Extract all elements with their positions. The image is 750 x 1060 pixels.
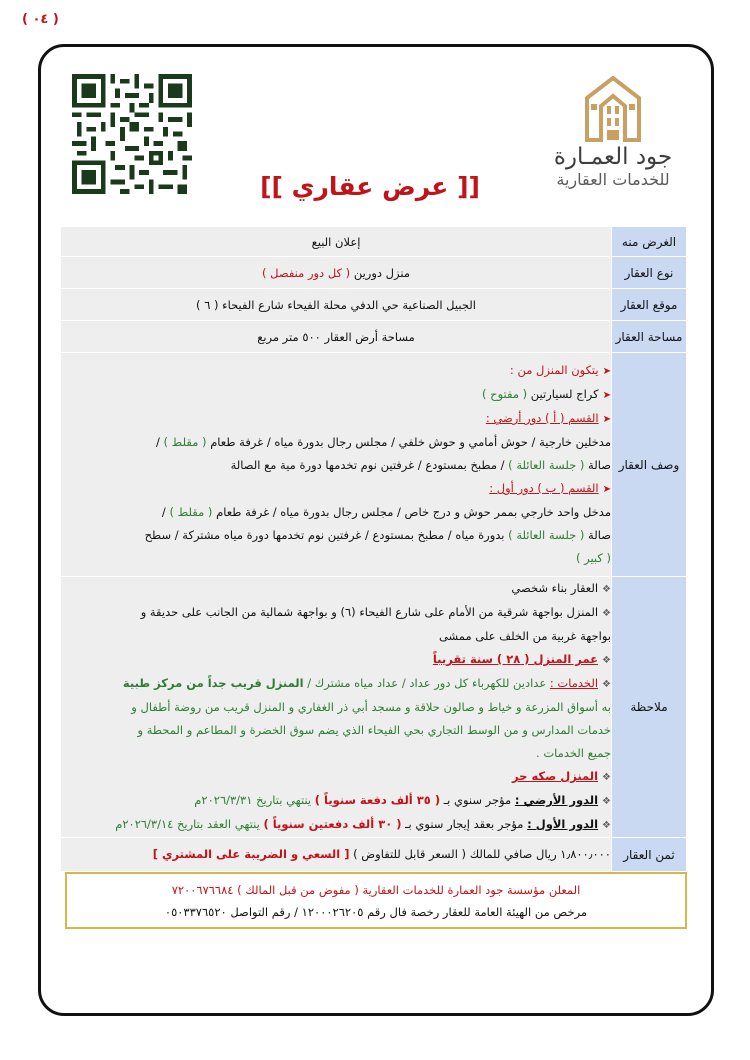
label-location: موقع العقار	[612, 289, 687, 321]
row-type	[61, 257, 687, 289]
type-extra: ( كل دور منفصل )	[262, 265, 351, 280]
note-services-label: الخدمات :	[549, 676, 599, 690]
desc-a-l1-note: ( مقلط )	[163, 435, 207, 449]
price-extra: [ السعي و الضريبة على المشتري ]	[152, 847, 350, 861]
type-main: منزل دورين	[353, 265, 410, 280]
price-negotiable: ( السعر قابل للتفاوض )	[353, 847, 467, 861]
desc-b-l2-rest: بدورة مياه / مطبخ بمستودع / غرفتين نوم تخدمها دورة مياه مشتركة / سطح	[144, 528, 505, 542]
label-area: مساحة العقار	[612, 321, 687, 353]
note-age	[61, 648, 611, 672]
desc-a-l1-text: مدخلين خارجية / حوش أمامي و حوش خلفي / مجلس رجال بدورة مياه / غرفة طعام	[210, 435, 611, 449]
desc-b-l1-text: مدخل واحد خارجي بممر حوش و درج خاص / مجلس رجال بدورة مياه / غرفة طعام	[216, 505, 611, 519]
note-ground-floor	[61, 789, 611, 813]
desc-a-l2-note: ( جلسة العائلة )	[508, 458, 585, 472]
desc-a-l2-rest: / مطبخ بمستودع / غرفتين نوم تخدمها دورة مية مع الصالة	[230, 458, 505, 472]
desc-garage-note: ( مفتوح )	[482, 387, 528, 401]
row-description	[61, 353, 687, 577]
property-table	[60, 226, 687, 872]
desc-a-l2-text: صالة	[588, 458, 611, 472]
diamond-bullet-icon: ❖	[602, 655, 611, 666]
diamond-bullet-icon: ❖	[602, 679, 611, 690]
advertiser-box	[65, 872, 687, 929]
note-ground-p3: ينتهي بتاريخ ٢٠٢٦/٣/٣١م	[194, 793, 312, 807]
logo-name: جود العمـارة	[553, 144, 673, 170]
label-price: ثمن العقار	[612, 838, 687, 872]
desc-section-b-line1: مدخل واحد خارجي بممر حوش و درج خاص / مجلس رجال بدورة مياه / غرفة طعام ( مقلط ) /	[161, 505, 611, 519]
desc-section-a-line1: مدخلين خارجية / حوش أمامي و حوش خلفي / مجلس رجال بدورة مياه / غرفة طعام ( مقلط ) /	[156, 435, 611, 449]
note-facades-line2: بواجهة غربية من الخلف على ممشى	[438, 629, 611, 643]
label-notes: ملاحظة	[612, 577, 687, 838]
desc-section-b-title: القسم ( ب ) دور أول :	[489, 481, 599, 495]
advertiser-line2: مرخص من الهيئة العامة للعقار رخصة فال رقم ١٢٠٠٠٢٦٢٠٥ / رقم التواصل ٠٥٠٣٣٧٦٥٢٠	[164, 905, 588, 919]
note-first-p3: ينتهي العقد بتاريخ ٢٠٢٦/٣/١٤م	[115, 817, 260, 831]
note-ground-label: الدور الأرضي :	[514, 793, 599, 807]
value-price	[61, 838, 612, 872]
diamond-bullet-icon: ❖	[602, 608, 611, 619]
note-services-p2: المنزل قريب جداً من مركز طبية	[122, 676, 304, 690]
value-description	[61, 353, 612, 577]
diamond-bullet-icon: ❖	[602, 772, 611, 783]
label-purpose: الغرض منه	[612, 227, 687, 257]
note-facades-line1	[61, 601, 611, 625]
note-deed	[61, 765, 611, 789]
label-description: وصف العقار	[612, 353, 687, 577]
desc-section-b-line2	[61, 524, 611, 547]
desc-garage: كراج لسيارتين	[530, 387, 599, 401]
note-services-line1	[61, 672, 611, 696]
desc-section-a-title: القسم ( أ ) دور أرضي :	[485, 411, 599, 425]
desc-b-l2-note: ( جلسة العائلة )	[508, 528, 585, 542]
arrow-bullet-icon: ➤	[602, 390, 611, 401]
row-notes	[61, 577, 687, 838]
desc-section-a-title-line	[61, 407, 611, 431]
note-facades-text1: المنزل بواجهة شرقية من الأمام على شارع الفيحاء (٦) و بواجهة شمالية من الجانب على حديقة و	[140, 605, 599, 619]
row-area	[61, 321, 687, 353]
logo-subtitle: للخدمات العقارية	[556, 170, 670, 189]
desc-b-l2-text: صالة	[588, 528, 611, 542]
desc-section-a-line2	[61, 454, 611, 477]
row-price	[61, 838, 687, 872]
arrow-bullet-icon: ➤	[602, 366, 611, 377]
page-number: ( ٠٤ )	[22, 12, 59, 27]
desc-garage-line	[61, 383, 611, 407]
note-services-line3: خدمات المدارس و من الوسط التجاري بحي الفيحاء الذي يضم سوق الخضرة و المطاعم و المحطة و	[137, 723, 611, 737]
row-purpose	[61, 227, 687, 257]
arrow-bullet-icon: ➤	[602, 484, 611, 495]
note-ground-p2: ( ٣٥ ألف دفعة سنوياً )	[314, 793, 441, 807]
label-type: نوع العقار	[612, 257, 687, 289]
arrow-bullet-icon: ➤	[602, 414, 611, 425]
note-personal-build	[61, 577, 611, 601]
value-area: مساحة أرض العقار ٥٠٠ متر مربع	[61, 321, 612, 353]
desc-section-b-title-line	[61, 477, 611, 501]
diamond-bullet-icon: ❖	[602, 820, 611, 831]
value-location: الجبيل الصناعية حي الدفي محلة الفيحاء شارع الفيحاء ( ٦ )	[61, 289, 612, 321]
desc-b-l1-note: ( مقلط )	[169, 505, 213, 519]
value-type	[61, 257, 612, 289]
advertiser-line1: المعلن مؤسسة جود العمارة للخدمات العقارية ( مفوض من قبل المالك ) ٧٢٠٠٦٧٦٦٨٤	[171, 883, 581, 897]
desc-intro-line	[61, 359, 611, 383]
page-title: [[ عرض عقاري ]]	[260, 172, 480, 201]
diamond-bullet-icon: ❖	[602, 584, 611, 595]
diamond-bullet-icon: ❖	[602, 796, 611, 807]
note-deed-text: المنزل صكه حر	[512, 769, 599, 783]
note-services-line4: جميع الخدمات .	[536, 746, 611, 760]
note-first-floor	[61, 813, 611, 837]
note-first-label: الدور الأول :	[527, 817, 599, 831]
row-location	[61, 289, 687, 321]
note-services-line2: به أسواق المزرعة و خياط و صالون حلاقة و مسجد أبي ذر الغفاري و المنزل قريب من روضة أطفال و	[131, 700, 611, 714]
note-first-p1: مؤجر بعقد إيجار سنوي بـ	[405, 817, 524, 831]
price-value: ١٫٨٠٠٫٠٠٠ ريال صافي للمالك	[469, 847, 611, 861]
desc-section-b-line3: ( كبير )	[575, 551, 611, 565]
note-ground-p1: مؤجر سنوي بـ	[443, 793, 512, 807]
qr-code	[72, 74, 192, 194]
note-age-text: عمر المنزل ( ٢٨ ) سنة تقريباً	[432, 652, 599, 666]
note-services-p1: عدادين للكهرباء كل دور عداد / عداد مياه مشترك /	[307, 676, 547, 690]
value-notes	[61, 577, 612, 838]
note-personal-build-text: العقار بناء شخصي	[511, 581, 599, 595]
desc-intro: يتكون المنزل من :	[509, 363, 599, 377]
value-purpose: إعلان البيع	[61, 227, 612, 257]
company-logo	[538, 76, 688, 202]
note-first-p2: ( ٣٠ ألف دفعتين سنوياً )	[263, 817, 402, 831]
building-logo-icon	[583, 76, 643, 142]
